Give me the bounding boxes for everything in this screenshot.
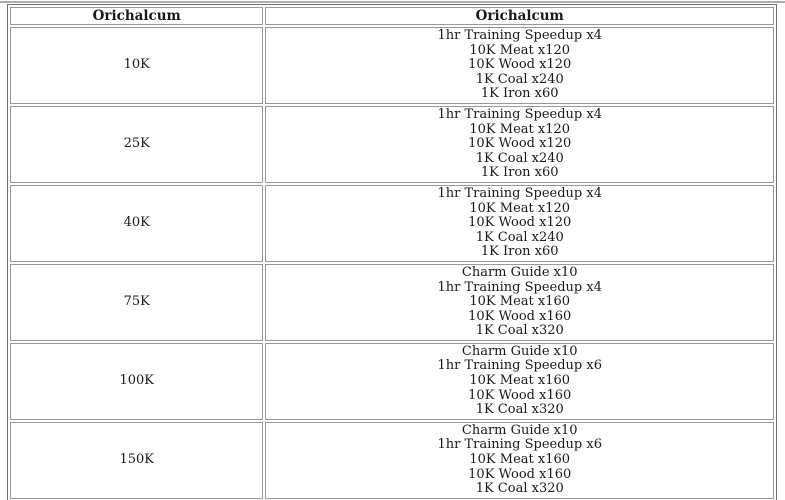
reward-line: 10K Wood x160: [468, 466, 572, 482]
table-row: [10, 264, 774, 341]
column-header-orichalcum-amount: Orichalcum: [10, 7, 263, 25]
amount-cell: 150K: [10, 422, 263, 499]
reward-line: 1K Coal x240: [475, 71, 564, 87]
reward-line: 1K Coal x320: [475, 481, 564, 497]
reward-line: 1hr Training Speedup x6: [437, 437, 602, 453]
reward-line: 1hr Training Speedup x4: [437, 279, 602, 295]
header-row: [10, 7, 774, 25]
reward-line: 10K Wood x120: [468, 215, 572, 231]
column-header-orichalcum-rewards: Orichalcum: [265, 7, 774, 25]
reward-line: Charm Guide x10: [461, 264, 578, 280]
reward-line: 1K Coal x240: [475, 150, 564, 166]
reward-line: 10K Meat x160: [469, 452, 571, 468]
rewards-cell: [265, 343, 774, 420]
orichalcum-rewards-table: [7, 4, 777, 500]
rewards-cell: [265, 264, 774, 341]
amount-cell: 100K: [10, 343, 263, 420]
rewards-cell: [265, 422, 774, 499]
rewards-cell: [265, 106, 774, 183]
top-divider: [0, 1, 785, 3]
reward-line: 10K Wood x120: [468, 136, 572, 152]
reward-line: 1hr Training Speedup x6: [437, 358, 602, 374]
amount-cell: 10K: [10, 27, 263, 104]
table-row: [10, 185, 774, 262]
reward-line: 1K Iron x60: [480, 244, 559, 260]
reward-line: 1hr Training Speedup x4: [437, 28, 602, 43]
reward-line: 10K Meat x120: [469, 42, 571, 58]
reward-line: 10K Meat x160: [469, 373, 571, 389]
table-row: [10, 27, 774, 104]
amount-cell: 25K: [10, 106, 263, 183]
reward-line: 10K Meat x120: [469, 200, 571, 216]
table-row: [10, 422, 774, 499]
reward-line: 10K Wood x160: [468, 387, 572, 403]
rewards-cell: [265, 185, 774, 262]
reward-line: 1K Iron x60: [480, 165, 559, 181]
table-row: [10, 106, 774, 183]
reward-line: 10K Wood x160: [468, 308, 572, 324]
reward-line: 10K Meat x120: [469, 121, 571, 137]
reward-line: 10K Meat x160: [469, 294, 571, 310]
reward-line: Charm Guide x10: [461, 343, 578, 359]
reward-line: 10K Wood x120: [468, 57, 572, 73]
amount-cell: 75K: [10, 264, 263, 341]
reward-line: 1K Coal x320: [475, 402, 564, 418]
reward-line: 1K Coal x320: [475, 323, 564, 339]
reward-line: 1hr Training Speedup x4: [437, 185, 602, 201]
amount-cell: 40K: [10, 185, 263, 262]
table-body: [10, 27, 774, 499]
table-header: [10, 7, 774, 25]
reward-line: 1K Iron x60: [480, 86, 559, 102]
rewards-cell: [265, 27, 774, 104]
table-row: [10, 343, 774, 420]
reward-line: 1hr Training Speedup x4: [437, 106, 602, 122]
reward-line: 1K Coal x240: [475, 229, 564, 245]
reward-line: Charm Guide x10: [461, 422, 578, 438]
